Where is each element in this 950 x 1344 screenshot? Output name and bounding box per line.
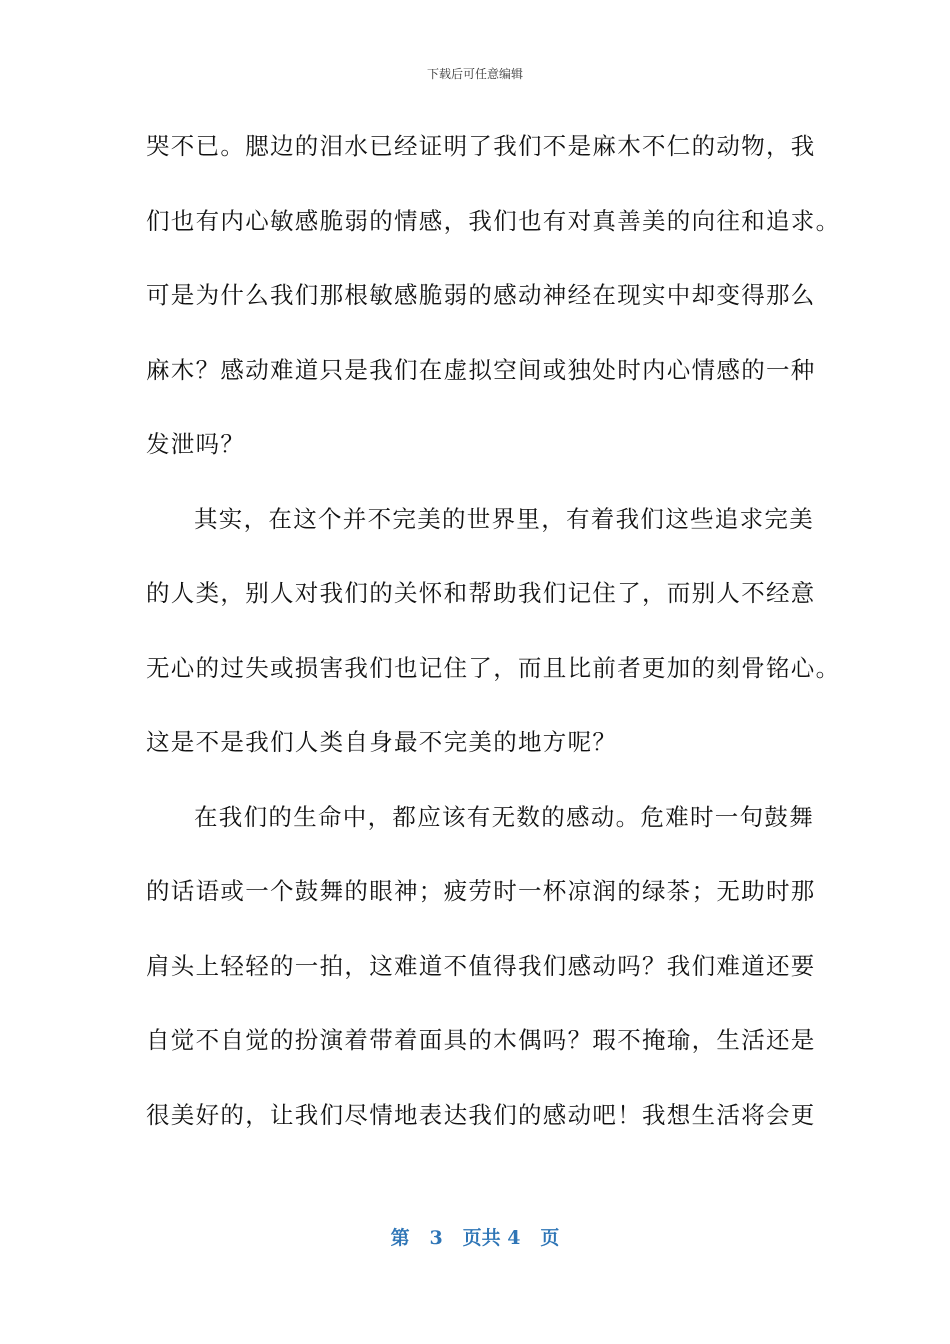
text-line: 很美好的，让我们尽情地表达我们的感动吧！我想生活将会更 — [146, 1100, 816, 1129]
text-line: 自觉不自觉的扮演着带着面具的木偶吗？瑕不掩瑜，生活还是 — [146, 1026, 816, 1054]
text-line: 的话语或一个鼓舞的眼神；疲劳时一杯凉润的绿茶；无助时那 — [146, 877, 816, 905]
text-line: 们也有内心敏感脆弱的情感，我们也有对真善美的向往和追求。 — [146, 206, 841, 235]
page-footer — [0, 1226, 950, 1250]
text-line: 可是为什么我们那根敏感脆弱的感动神经在现实中却变得那么 — [146, 281, 816, 309]
footer-prefix: 第 — [390, 1227, 410, 1249]
text-line: 的人类，别人对我们的关怀和帮助我们记住了，而别人不经意 — [146, 579, 816, 607]
document-body — [146, 120, 841, 1163]
text-line: 哭不已。腮边的泪水已经证明了我们不是麻木不仁的动物，我 — [146, 132, 816, 160]
footer-total-pages: 4 — [507, 1227, 521, 1249]
text-line: 这是不是我们人类自身最不完美的地方呢？ — [146, 728, 618, 756]
footer-middle: 页共 — [462, 1227, 501, 1249]
text-line: 在我们的生命中，都应该有无数的感动。危难时一句鼓舞 — [194, 802, 814, 831]
page-header: 下载后可任意编辑 — [426, 67, 523, 81]
text-line: 无心的过失或损害我们也记住了，而且比前者更加的刻骨铭心。 — [146, 653, 841, 682]
text-line: 麻木？感动难道只是我们在虚拟空间或独处时内心情感的一种 — [146, 355, 816, 384]
text-line: 其实，在这个并不完美的世界里，有着我们这些追求完美 — [194, 504, 814, 533]
text-line: 肩头上轻轻的一拍，这难道不值得我们感动吗？我们难道还要 — [146, 951, 816, 980]
footer-suffix: 页 — [540, 1227, 560, 1249]
footer-page-number: 3 — [429, 1227, 443, 1249]
text-line: 发泄吗？ — [146, 430, 246, 458]
